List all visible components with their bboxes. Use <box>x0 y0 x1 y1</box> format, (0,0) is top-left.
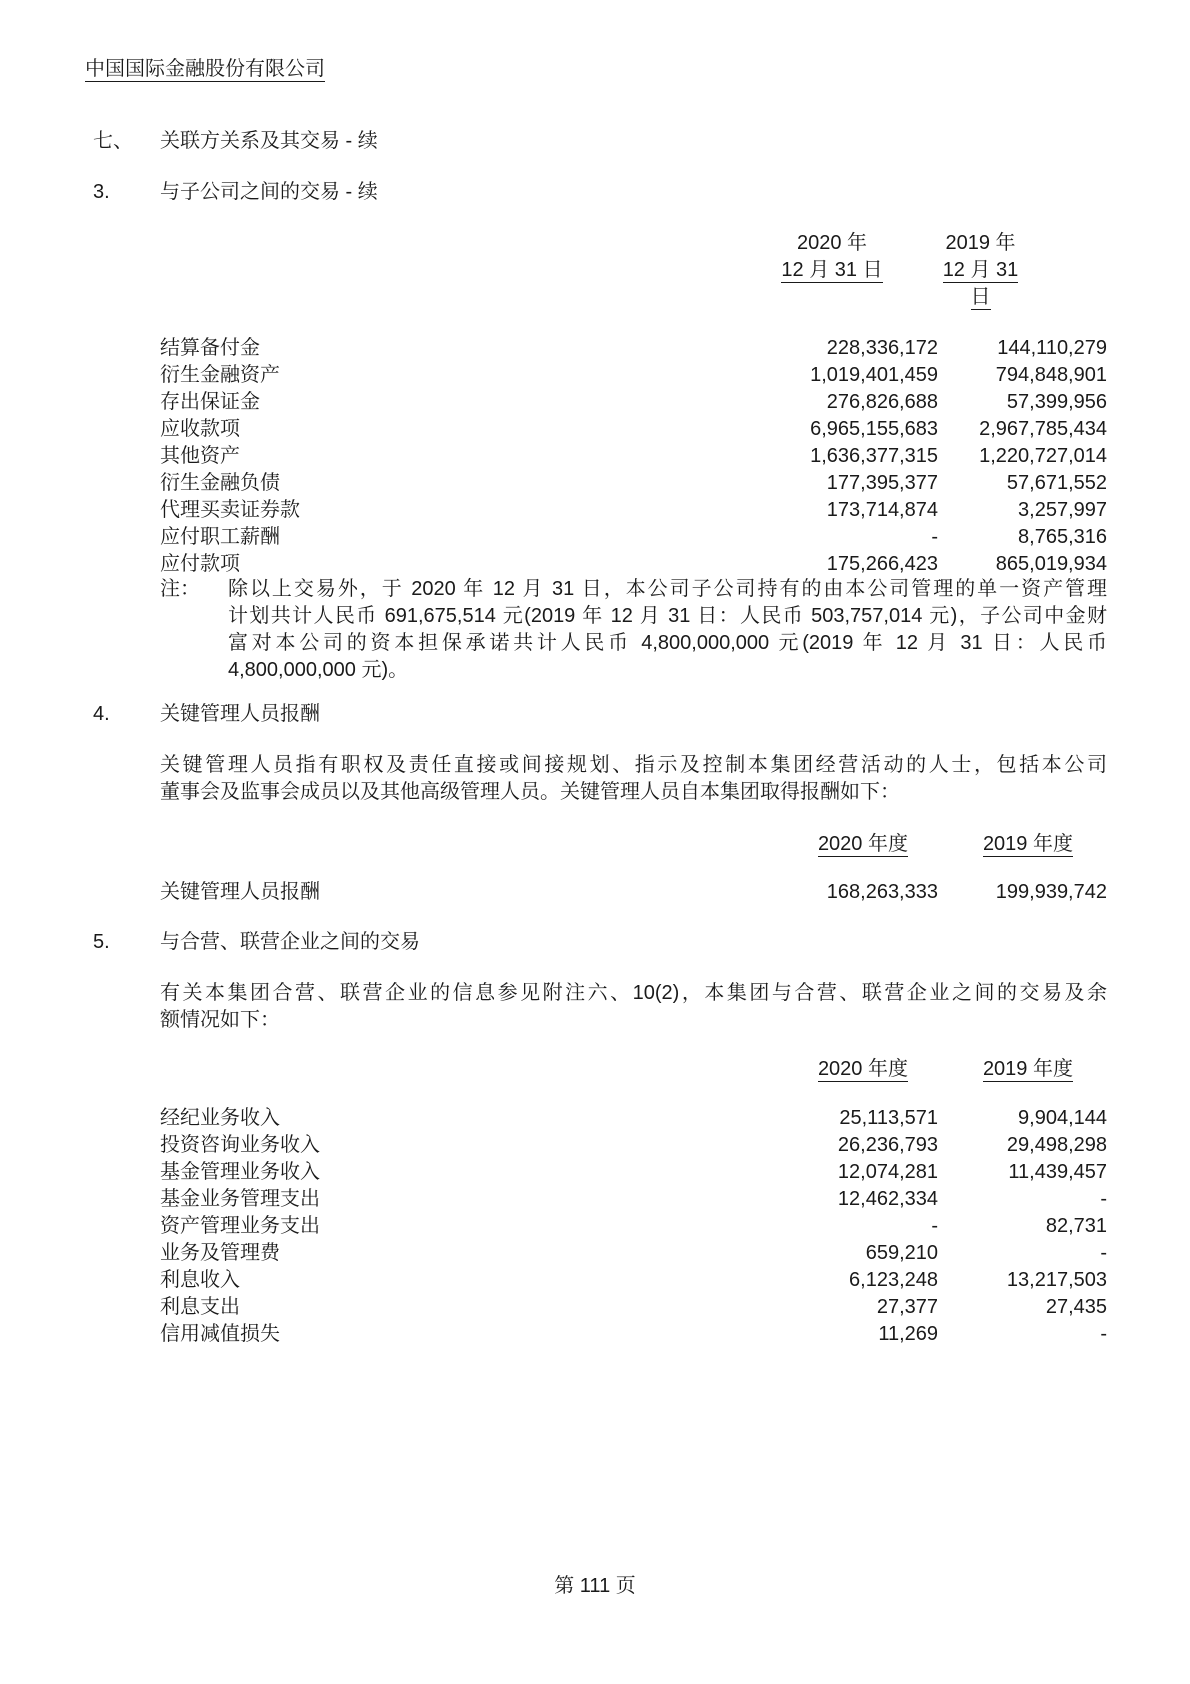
note-line: 除以上交易外，于 2020 年 12 月 31 日，本公司子公司持有的由本公司管理的单一资产管理 <box>228 578 1107 600</box>
table-row <box>160 1213 1107 1240</box>
value-2019: 13,217,503 <box>1006 1269 1107 1291</box>
section-4-paragraph <box>160 752 1107 806</box>
value-2020: 276,826,688 <box>826 391 938 413</box>
table1-header-spacer <box>160 230 760 311</box>
section-5-title: 与合营、联营企业之间的交易 <box>160 931 420 953</box>
row-label: 代理买卖证券款 <box>160 499 300 521</box>
value-2020: 175,266,423 <box>826 553 938 575</box>
value-2019: 865,019,934 <box>995 553 1107 575</box>
col-2020-period: 2020 年度 <box>817 1058 908 1080</box>
table2-col-2019-header <box>938 831 1107 858</box>
table-row <box>160 470 1107 497</box>
value-2019: 794,848,901 <box>995 364 1107 386</box>
table2-column-headers <box>160 831 1107 858</box>
table2-body <box>160 879 1107 906</box>
table3-header-spacer <box>160 1056 760 1083</box>
table2-col-2020-header <box>760 831 938 858</box>
value-2019: 29,498,298 <box>1006 1134 1107 1156</box>
section-5-number: 5. <box>93 931 110 953</box>
section-4-heading <box>93 701 320 728</box>
row-label: 资产管理业务支出 <box>160 1215 320 1237</box>
row-label: 衍生金融负债 <box>160 472 280 494</box>
value-2020: 12,462,334 <box>837 1188 938 1210</box>
section-7-number: 七、 <box>93 130 133 152</box>
paragraph-line: 额情况如下： <box>160 1009 280 1031</box>
section-3-title: 与子公司之间的交易 - 续 <box>160 181 378 203</box>
section-4-number: 4. <box>93 703 110 725</box>
table-row <box>160 389 1107 416</box>
value-2019: 8,765,316 <box>1018 526 1107 548</box>
value-2019: 1,220,727,014 <box>979 445 1107 467</box>
value-2020: 1,636,377,315 <box>810 445 938 467</box>
table-row <box>160 1132 1107 1159</box>
row-label: 基金业务管理支出 <box>160 1188 320 1210</box>
table1-column-headers <box>160 230 1107 311</box>
row-label: 结算备付金 <box>160 337 260 359</box>
key-management-table <box>160 831 1107 906</box>
table-row <box>160 362 1107 389</box>
value-2019: 199,939,742 <box>995 881 1107 903</box>
row-label: 其他资产 <box>160 445 240 467</box>
section-5-paragraph <box>160 980 1107 1034</box>
note-label: 注： <box>160 578 200 600</box>
value-2020: 228,336,172 <box>826 337 938 359</box>
jv-associate-table <box>160 1056 1107 1348</box>
value-2019: 57,671,552 <box>1006 472 1107 494</box>
note-line: 计划共计人民币 691,675,514 元(2019 年 12 月 31 日：人民币 503,757,014 元)，子公司中金财 <box>228 605 1107 627</box>
row-label: 业务及管理费 <box>160 1242 280 1264</box>
value-2020: 173,714,874 <box>826 499 938 521</box>
col-2019-period: 2019 年度 <box>982 1058 1073 1080</box>
table-row <box>160 443 1107 470</box>
section-7-title: 关联方关系及其交易 - 续 <box>160 130 378 152</box>
row-label: 经纪业务收入 <box>160 1107 280 1129</box>
value-2020: 1,019,401,459 <box>810 364 938 386</box>
table-row <box>160 416 1107 443</box>
note-line: 富对本公司的资本担保承诺共计人民币 4,800,000,000 元(2019 年 12 月 31 日：人民币 <box>228 632 1107 654</box>
row-label: 应付款项 <box>160 553 240 575</box>
table3-column-headers <box>160 1056 1107 1083</box>
table-row <box>160 1159 1107 1186</box>
note-text <box>228 576 1107 684</box>
value-2020: 168,263,333 <box>826 881 938 903</box>
value-2020: - <box>931 1215 938 1237</box>
section-3-heading <box>93 179 378 206</box>
paragraph-line: 有关本集团合营、联营企业的信息参见附注六、10(2)，本集团与合营、联营企业之间的交易及余 <box>160 982 1107 1004</box>
value-2019: 11,439,457 <box>1008 1161 1107 1183</box>
note-line: 4,800,000,000 元)。 <box>228 659 409 681</box>
table-row <box>160 1294 1107 1321</box>
value-2019: 82,731 <box>1045 1215 1107 1237</box>
section-3-number: 3. <box>93 181 110 203</box>
table-row <box>160 1105 1107 1132</box>
table-row <box>160 879 1107 906</box>
row-label: 投资咨询业务收入 <box>160 1134 320 1156</box>
table-row <box>160 335 1107 362</box>
section-7-heading <box>93 128 378 155</box>
row-label: 利息支出 <box>160 1296 240 1318</box>
col-2020-year: 2020 年 <box>796 232 868 254</box>
value-2019: 27,435 <box>1045 1296 1107 1318</box>
table1-col-2019-header <box>938 230 1107 311</box>
col-2020-date: 12 月 31 日 <box>781 259 883 281</box>
value-2019: - <box>1100 1188 1107 1210</box>
value-2019: 144,110,279 <box>997 337 1107 359</box>
row-label: 利息收入 <box>160 1269 240 1291</box>
row-label: 基金管理业务收入 <box>160 1161 320 1183</box>
subsidiary-balances-table <box>160 230 1107 578</box>
company-header <box>85 56 325 83</box>
table-row <box>160 1186 1107 1213</box>
value-2020: 27,377 <box>876 1296 938 1318</box>
table-row <box>160 1267 1107 1294</box>
value-2020: 177,395,377 <box>826 472 938 494</box>
col-2019-period: 2019 年度 <box>982 833 1073 855</box>
row-label: 应收款项 <box>160 418 240 440</box>
value-2020: 659,210 <box>865 1242 938 1264</box>
value-2019: 9,904,144 <box>1018 1107 1107 1129</box>
row-label: 应付职工薪酬 <box>160 526 280 548</box>
table-row <box>160 524 1107 551</box>
paragraph-line: 关键管理人员指有职权及责任直接或间接规划、指示及控制本集团经营活动的人士，包括本公司 <box>160 754 1107 776</box>
table3-body <box>160 1105 1107 1348</box>
value-2019: 57,399,956 <box>1006 391 1107 413</box>
table3-col-2019-header <box>938 1056 1107 1083</box>
row-label: 衍生金融资产 <box>160 364 280 386</box>
value-2020: 6,965,155,683 <box>810 418 938 440</box>
row-label: 存出保证金 <box>160 391 260 413</box>
table1-col-2020-header <box>760 230 938 311</box>
table-row <box>160 1321 1107 1348</box>
company-name: 中国国际金融股份有限公司 <box>85 58 325 80</box>
table2-header-spacer <box>160 831 760 858</box>
value-2020: 26,236,793 <box>837 1134 938 1156</box>
row-label: 信用减值损失 <box>160 1323 280 1345</box>
table3-col-2020-header <box>760 1056 938 1083</box>
value-2019: - <box>1100 1323 1107 1345</box>
col-2020-period: 2020 年度 <box>817 833 908 855</box>
value-2019: - <box>1100 1242 1107 1264</box>
value-2019: 2,967,785,434 <box>979 418 1107 440</box>
value-2020: 6,123,248 <box>849 1269 938 1291</box>
value-2020: 11,269 <box>878 1323 938 1345</box>
section-4-title: 关键管理人员报酬 <box>160 703 320 725</box>
value-2020: 12,074,281 <box>837 1161 938 1183</box>
value-2020: 25,113,571 <box>839 1107 938 1129</box>
col-2019-date: 12 月 31 日 <box>942 259 1019 308</box>
value-2020: - <box>931 526 938 548</box>
table1-body <box>160 335 1107 578</box>
table-row <box>160 497 1107 524</box>
row-label: 关键管理人员报酬 <box>160 881 320 903</box>
col-2019-year: 2019 年 <box>945 232 1016 254</box>
table-row <box>160 1240 1107 1267</box>
value-2019: 3,257,997 <box>1018 499 1107 521</box>
section-5-heading <box>93 929 420 956</box>
table-row <box>160 551 1107 578</box>
paragraph-line: 董事会及监事会成员以及其他高级管理人员。关键管理人员自本集团取得报酬如下： <box>160 781 900 803</box>
page-number: 第 111 页 <box>554 1575 636 1597</box>
